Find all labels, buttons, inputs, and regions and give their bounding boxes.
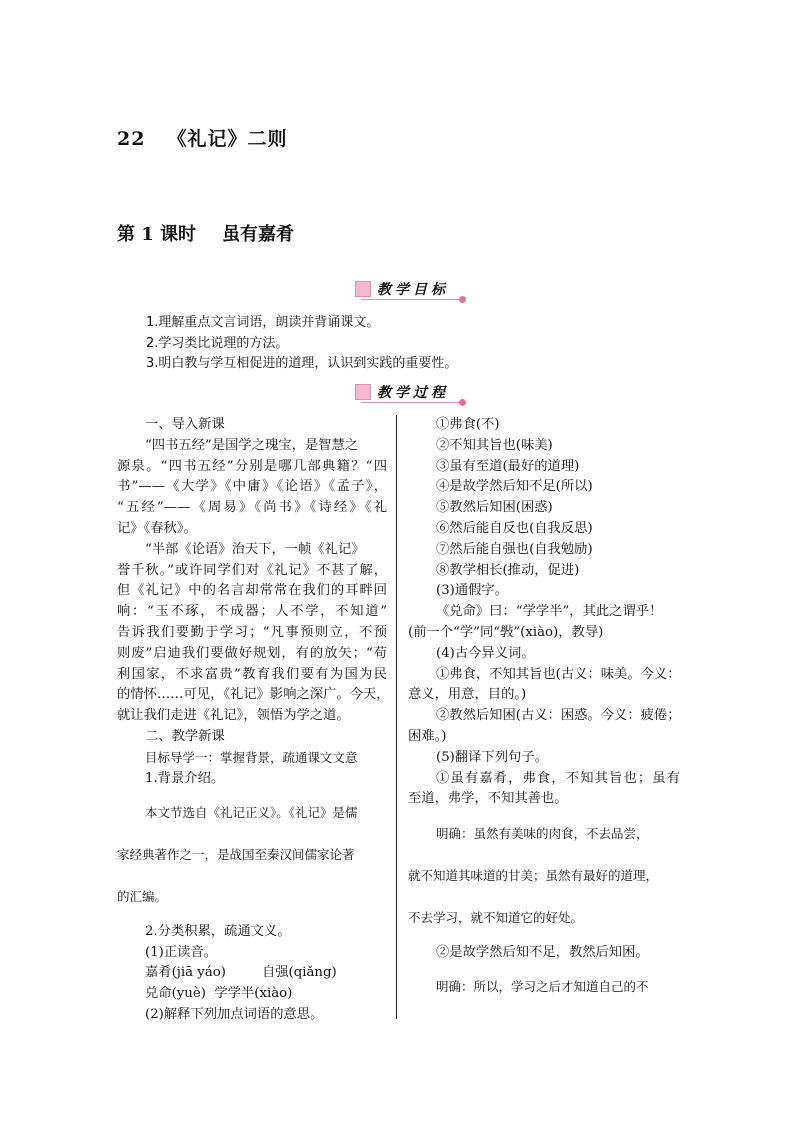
- goals-banner-title: 教学目标: [377, 282, 449, 298]
- process-banner-title: 教学过程: [377, 385, 449, 401]
- left-column: [117, 415, 390, 1026]
- text-line: 的情怀……可见，《礼记》影响之深广。今天，: [117, 687, 390, 703]
- text-line: “半部《论语》治天下，一帧《礼记》: [145, 541, 365, 557]
- text-line: 困难。): [408, 728, 447, 744]
- answer-line: 明确：虽然有美味的肉食，不去品尝，: [436, 826, 649, 842]
- text-line: ①弗食，不知其旨也(古义：味美。今义：: [436, 666, 681, 682]
- goals-banner: [355, 281, 465, 301]
- text-line: 响：“玉不琢，不成器；人不学，不知道”: [117, 604, 387, 620]
- period-title: 虽有嘉肴: [222, 224, 295, 245]
- text-line: 记》《春秋》。: [117, 520, 197, 536]
- gujin-title: (4)古今异义词。: [436, 645, 535, 661]
- text-line: (前一个“学”同“斅”(xiào)，教导): [408, 624, 604, 640]
- text-line: 但《礼记》中的名言却常常在我们的耳畔回: [117, 583, 387, 599]
- period-heading: [117, 220, 294, 246]
- word-item: ⑤教然后知困(困惑): [436, 500, 553, 516]
- pronunciation-row: [117, 963, 387, 984]
- text-line: “五经”——《周易》《尚书》《诗经》《礼: [117, 500, 387, 516]
- pronunciation-item: 学学半(xiào): [214, 986, 293, 1002]
- text-line: 本文节选自《礼记正义》。《礼记》是儒: [145, 805, 358, 821]
- tongjia-title: (3)通假字。: [436, 583, 509, 599]
- banner-dot-icon: [459, 399, 466, 406]
- text-line: 《兑命》曰：“学学半”，其此之谓乎！: [436, 604, 663, 620]
- pronunciation-title: (1)正读音。: [145, 944, 218, 960]
- goal-item: 1.理解重点文言词语，朗读并背诵课文。: [146, 315, 380, 330]
- lesson-number: 22: [117, 128, 146, 150]
- word-item: ⑥然后能自反也(自我反思): [436, 520, 593, 536]
- pronunciation-item: 兑命(yuè): [145, 986, 206, 1002]
- word-item: ④是故学然后知不足(所以): [436, 479, 593, 495]
- text-line: 意义，用意，目的。): [408, 687, 527, 703]
- right-column: [408, 415, 680, 998]
- text-line: ②是故学然后知不足，教然后知困。: [436, 944, 649, 960]
- lesson-heading: [117, 124, 287, 151]
- section-heading: 一、导入新课: [145, 417, 225, 432]
- text-line: 书”——《大学》《中庸》《论语》《孟子》，: [117, 479, 387, 495]
- answer-line: 明确：所以，学习之后才知道自己的不: [436, 979, 649, 995]
- banner-dot-icon: [459, 296, 466, 303]
- word-item: ②不知其旨也(味美): [436, 437, 553, 453]
- column-divider: [396, 415, 397, 1019]
- pronunciation-item: 自强(qiǎng): [261, 965, 337, 981]
- text-line: ①虽有嘉肴，弗食，不知其旨也；虽有: [436, 770, 680, 786]
- step-title: 2.分类积累，疏通文义。: [145, 923, 291, 939]
- word-item: ③虽有至道(最好的道理): [436, 458, 580, 474]
- process-banner: [355, 384, 465, 404]
- goals-list: [146, 313, 457, 375]
- goal-item: 3.明白教与学互相促进的道理，认识到实践的重要性。: [146, 356, 458, 371]
- banner-underline: [361, 299, 463, 300]
- explain-title: (2)解释下列加点词语的意思。: [145, 1006, 324, 1022]
- answer-line: 不去学习，就不知道它的好处。: [408, 909, 584, 925]
- pronunciation-item: 嘉肴(jiā yáo): [145, 965, 226, 981]
- text-line: 至道，弗学，不知其善也。: [408, 791, 568, 807]
- pronunciation-row: [117, 984, 387, 1005]
- lesson-title: 《礼记》二则: [167, 128, 288, 150]
- text-line: 则废”启迪我们要做好规划，有的放矢；“苟: [117, 645, 387, 661]
- word-item: ⑧教学相长(推动，促进): [436, 562, 580, 578]
- text-line: 的汇编。: [117, 888, 168, 904]
- text-line: 就让我们走进《礼记》，领悟为学之道。: [117, 708, 350, 724]
- text-line: “四书五经”是国学之瑰宝，是智慧之: [145, 437, 359, 453]
- banner-square-icon: [355, 281, 371, 297]
- translate-title: (5)翻译下列句子。: [436, 749, 548, 765]
- intro-paragraph: [117, 436, 387, 540]
- text-line: ②教然后知困(古义：困惑。今义：疲倦；: [436, 708, 681, 724]
- banner-square-icon: [355, 384, 371, 400]
- text-line: 源泉。“四书五经”分别是哪几部典籍？“四: [117, 458, 387, 474]
- text-line: 告诉我们要勤于学习；“凡事预则立，不预: [117, 624, 387, 640]
- word-item: ⑦然后能自强也(自我勉励): [436, 541, 593, 557]
- answer-line: 就不知道其味道的甘美；虽然有最好的道理，: [408, 867, 659, 883]
- goal-guide: 目标导学一：掌握背景，疏通课文文意: [145, 749, 358, 765]
- quote-paragraph: [117, 540, 390, 727]
- word-item: ①弗食(不): [436, 417, 500, 432]
- text-line: 利国家，不求富贵”教育我们要有为国为民: [117, 666, 387, 682]
- text-line: 誉千秋。”或许同学们对《礼记》不甚了解，: [117, 562, 387, 578]
- banner-underline: [361, 402, 463, 403]
- section-heading: 二、教学新课: [145, 728, 225, 744]
- text-line: 家经典著作之一，是战国至秦汉间儒家论著: [117, 847, 355, 863]
- period-label: 第 1 课时: [117, 224, 197, 245]
- background-title: 1.背景介绍。: [145, 770, 225, 786]
- goal-item: 2.学习类比说理的方法。: [146, 335, 289, 351]
